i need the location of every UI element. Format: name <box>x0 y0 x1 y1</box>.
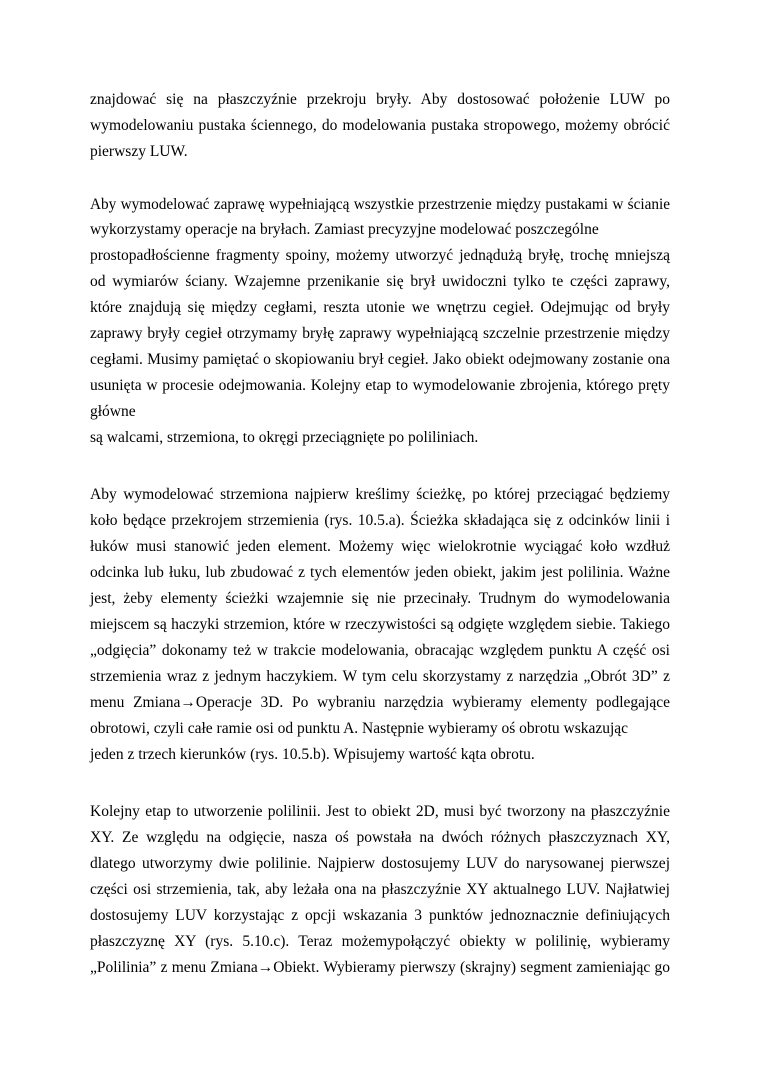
text-line: dlatego utworzymy dwie polilinie. Najpierw dostosujemy LUV do narysowanej pierwszej <box>90 855 670 872</box>
text-line: koło będące przekrojem strzemienia (rys. 10.5.a). Ścieżka składająca się z odcinków linii i <box>90 512 670 529</box>
text-line: „odgięcia” dokonamy też w trakcie modelowania, obracając względem punktu A część osi <box>90 642 670 659</box>
text-line: Aby wymodelować zaprawę wypełniającą wszystkie przestrzenie między pustakami w ścianie <box>90 196 670 213</box>
text-line: obrotowi, czyli całe ramie osi od punktu A. Następnie wybieramy oś obrotu wskazując <box>90 720 629 737</box>
text-line: miejscem są haczyki strzemion, które w rzeczywistości są odgięte względem siebie. Takiego <box>90 616 670 633</box>
text-line: pierwszy LUW. <box>90 143 188 160</box>
text-line: odcinka lub łuku, lub zbudować z tych elementów jeden obiekt, jakim jest polilinia. Ważne <box>90 564 670 581</box>
text-line: jest, żeby elementy ścieżki wzajemnie się nie przecinały. Trudnym do wymodelowania <box>90 590 670 607</box>
text-line: płaszczyznę XY (rys. 5.10.c). Teraz możemypołączyć obiekty w polilinię, wybieramy <box>90 933 670 950</box>
text-line: części osi strzemienia, tak, aby leżała ona na płaszczyźnie XY aktualnego LUV. Najłatwiej <box>90 881 670 898</box>
text-line: zaprawy bryły cegieł otrzymamy bryłę zaprawy wypełniającą szczelnie przestrzenie między <box>90 325 670 342</box>
text-line: „Polilinia” z menu Zmiana→Obiekt. Wybieramy pierwszy (skrajny) segment zamieniając go <box>90 959 670 976</box>
text-line: wykorzystamy operacje na bryłach. Zamiast precyzyjne modelować poszczególne <box>90 221 599 238</box>
text-line: znajdować się na płaszczyźnie przekroju bryły. Aby dostosować położenie LUW po <box>90 91 670 108</box>
text-line: Aby wymodelować strzemiona najpierw kreślimy ścieżkę, po której przeciągać będziemy <box>90 486 670 503</box>
text-line: łuków musi stanowić jeden element. Możemy więc wielokrotnie wyciągać koło wzdłuż <box>90 538 670 555</box>
text-line: prostopadłościenne fragmenty spoiny, możemy utworzyć jednądużą bryłę, trochę mniejszą <box>90 247 670 264</box>
text-line: XY. Ze względu na odgięcie, nasza oś powstała na dwóch różnych płaszczyznach XY, <box>90 829 670 846</box>
text-line: strzemienia wraz z jednym haczykiem. W tym celu skorzystamy z narzędzia „Obrót 3D” z <box>90 668 670 685</box>
text-line: jeden z trzech kierunków (rys. 10.5.b). Wpisujemy wartość kąta obrotu. <box>90 746 535 763</box>
text-line: cegłami. Musimy pamiętać o skopiowaniu brył cegieł. Jako obiekt odejmowany zostanie ona <box>90 351 670 368</box>
text-line: menu Zmiana→Operacje 3D. Po wybraniu narzędzia wybieramy elementy podlegające <box>90 694 670 711</box>
text-line: Kolejny etap to utworzenie polilinii. Jest to obiekt 2D, musi być tworzony na płaszczyźnie <box>90 803 670 820</box>
text-line: główne <box>90 403 136 420</box>
text-line: od wymiarów ściany. Wzajemne przenikanie się brył uwidoczni tylko te części zaprawy, <box>90 273 670 290</box>
text-line: wymodelowaniu pustaka ściennego, do modelowania pustaka stropowego, możemy obrócić <box>90 117 670 134</box>
text-line: są walcami, strzemiona, to okręgi przeciągnięte po poliliniach. <box>90 429 479 446</box>
text-line: usunięta w procesie odejmowania. Kolejny etap to wymodelowanie zbrojenia, którego pręty <box>90 377 670 394</box>
text-line: dostosujemy LUV korzystając z opcji wskazania 3 punktów jednoznacznie definiujących <box>90 907 670 924</box>
text-line: które znajdują się między cegłami, reszta utonie we wnętrzu cegieł. Odejmując od bryły <box>90 299 670 316</box>
